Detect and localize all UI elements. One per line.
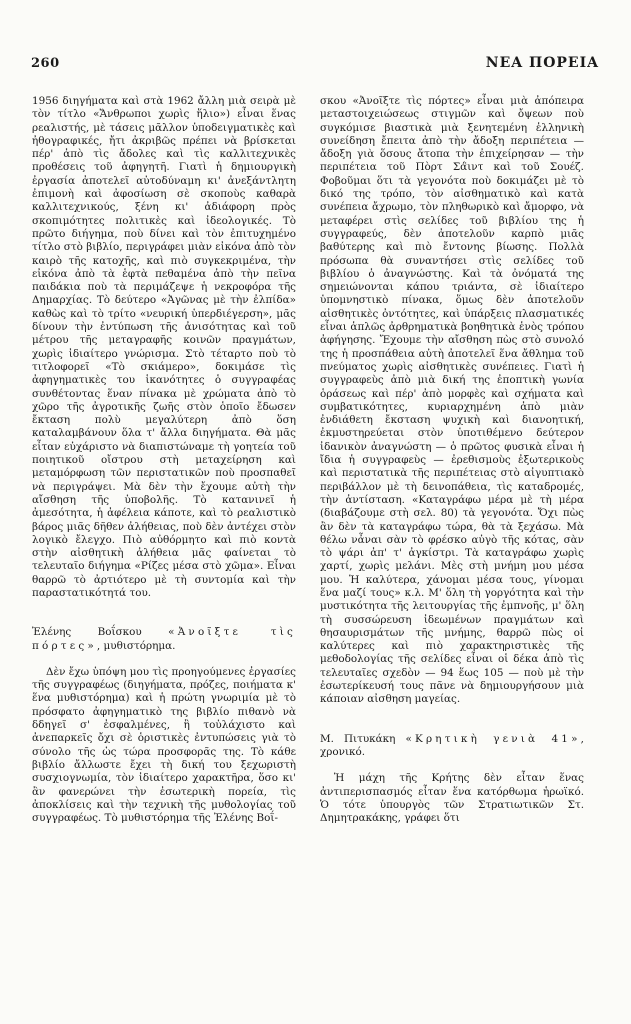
review-paragraph: σκου «Ἀνοῖξτε τὶς πόρτες» εἶναι μιὰ ἀπόπειρα μεταστοιχειώσεως στιγμῶν καὶ ὄψεων ποὺ συγκόμισε βιαστικὰ μιὰ ξενητεμένη ἑλληνικὴ συνείδηση ἔπειτα ἀπὸ τὴν ἄδοξη περιπέτεια — ἄδοξη γιὰ ὅσους ἄτοπα τὴν ἐπιχείρησαν — τὴν περιπέτεια τοῦ Πὸρτ Σά̈ιντ καὶ τοῦ Σουέζ. Φοβοῦμαι ὅτι τὰ γεγονότα ποὺ δοκιμάζει μὲ τὸ δικό της τρόπο, τὸν αἰσθηματικὸ καὶ κατὰ συνέπεια ἄχρωμο, τὸν πληθωρικὸ καὶ ἄμορφο, νὰ μεταφέρει στὶς σελίδες τοῦ βιβλίου της ἡ συγγραφεύς, δὲν ἀποτελοῦν καρπὸ μιᾶς βαθύτερης καὶ πιὸ ἔντονης βίωσης. Πολλὰ πρόσωπα θὰ συναντήσει στὶς σελίδες τοῦ βιβλίου ὁ ἀναγνώστης. Καὶ τὰ ὀνόματά της σημειώνονται κάπου τριάντα, σὲ ἰδιαίτερο ὑπομνηστικὸ πίνακα, ὅμως δὲν ἀποτελοῦν αἰσθητικὲς ὀντότητες, καὶ ὑπάρξεις πλασματικές εἶναι ἁπλῶς ἀρθρηματικὰ βοηθητικὰ ἑνὸς τρόπου ἀφήγησης. Ἔχουμε τὴν αἴσθηση πὼς στὸ συνολό της ἡ προσπάθεια αὐτὴ ἀποτελεῖ ἕνα ἄθλημα τοῦ πνεύματος χωρὶς αἰσθητικὲς συνέπειες. Γιατὶ ἡ συγγραφεὺς ἀπὸ μιὰ δική της ἐποπτικὴ γωνία ὁράσεως καὶ πέρ' ἀπὸ μορφὲς καὶ σχήματα καὶ συμβατικότητες, κυριαρχημένη ἀπὸ μιὰν ἐνδιάθετη ἔκσταση ψυχικὴ καὶ διανοητική, ἐκμυστηρεύεται στὸν ὑποτιθέμενο δεύτερον ἰδανικὸν ἀναγνώστη — ὁ πρῶτος φυσικὰ εἶναι ἡ ἴδια ἡ συγγραφεὺς — ἐρεθισμοὺς ἐξωτερικοὺς καὶ περιστατικὰ τῆς περιπέτειας στὸ αἰγυπτιακὸ περιβάλλον μὲ τὴ δεινοπάθεια, τὶς καταδρομές, τὴν ἀντίσταση. «Καταγράφω μέρα μὲ τὴ μέρα (διαβάζουμε στὴ σελ. 80) τὰ γεγονότα. Ὄχι πὼς ἂν δὲν τὰ καταγράφω τώρα, θὰ τὰ ξεχάσω. Μὰ θέλω νἆναι σὰν τὸ φρέσκο αὐγὸ τῆς κότας, σὰν τὸ ψάρι ἀπ' τ' ἀγκίστρι. Τὰ καταγράφω χωρὶς χαρτί, χωρὶς μελάνι. Μὲς στὴ μνήμη μου μέσα μου. Ἡ καλύτερα, χάνομαι μέσα τους, γίνομαι ἕνα μαζί τους» κ.λ. Μ' ὅλη τὴ γοργότητα καὶ τὴν μυστικότητα τῆς λειτουργίας τῆς ἐμπνοῆς, μ' ὅλη τὴ συσσώρευση ἰδεωμένων πραγμάτων καὶ θησαυρισμάτων τῆς μνήμης, θαρρῶ πὼς οἱ καλύτερες καὶ πιὸ χαρακτηριστικὲς τῆς μεθοδολογίας τῆς σελίδες εἶναι οἱ δέκα ἀπὸ τὶς τελευταῖες σχεδὸν — 94 ἕως 105 — ποὺ μὲ τὴν ἐσωτερίκευσή τους πᾶνε νὰ δημιουργήσουν μιὰ κάποιαν αἰσθηση μαγείας. xyxy=(320,95,584,706)
review-paragraph: Ἡ μάχη τῆς Κρήτης δὲν εἶταν ἕνας ἀντιπερισπασμός εἶταν ἕνα κατόρθωμα ἡρωϊκό. Ὁ τότε ὑπουργὸς τῶν Στρατιωτικῶν Στ. Δημητρακάκης, γράφει ὅτι xyxy=(320,772,584,825)
review-book-title: «Ἀνοῖξτε τὶς πόρτες» xyxy=(32,626,296,652)
review-genre: , χρονικό. xyxy=(320,732,584,758)
review-author: Μ. Πιτυκάκη xyxy=(320,732,396,745)
page-number: 260 xyxy=(31,56,60,71)
right-column xyxy=(320,95,584,825)
review-heading xyxy=(320,733,584,760)
review-book-title: «Κρητικὴ γενιὰ 41» xyxy=(405,732,581,745)
left-column xyxy=(32,95,296,825)
review-heading xyxy=(32,626,296,653)
review-genre: , μυθιστόρημα. xyxy=(96,639,176,652)
review-paragraph: 1956 διηγήματα καὶ στὰ 1962 ἄλλη μιὰ σειρὰ μὲ τὸν τίτλο «Ἄνθρωποι χωρὶς ἥλιο») εἶναι ἕνας ρεαλιστής, μὲ τάσεις μᾶλλον ὑποδειγματικὲς καὶ ἠθογραφικές, ἤτι ἀκριβῶς πρέπει νὰ βρίσκεται πέρ' ἀπὸ τὶς ἄδολες καὶ τὶς καλλιτεχνικὲς προθέσεις τοῦ ἀφηγητῆ. Γιατὶ ἡ δημιουργικὴ ἐργασία ἀποτελεῖ αὐτοδύναμη κι' ἀνεξάντλητη ἐπιμονὴ καὶ ἀφοσίωση σὲ σκοποὺς καθαρὰ καλλιτεχνικούς, ξένη κι' ἀδιάφορη πρὸς σκοπιμότητες πολιτικὲς καὶ ἰδεολογικές. Τὸ πρῶτο διήγημα, ποὺ δίνει καὶ τὸν ἐπιτυχημένο τίτλο στὸ βιβλίο, περιγράφει μιὰν εἰκόνα ἀπὸ τὸν καιρὸ τῆς κατοχῆς, καὶ πιὸ συγκεκριμένα, τὴν εἰκόνα ἀπὸ τὰ ἑφτὰ πεθαμένα ἀπὸ τὴν πεῖνα παιδάκια ποὺ τὰ περιμάζεψε ἡ νεκροφόρα τῆς Δημαρχίας. Τὸ δεύτερο «Ἀγῶνας μὲ τὴν ἐλπίδα» καθὼς καὶ τὸ τρίτο «νευρική ὑπερδιέγερση», μᾶς δίνουν τὴν ἐντύπωση τῆς ἀνισότητας καὶ τοῦ μέτρου τῆς μεταγραφῆς κοινῶν πραγμάτων, χωρὶς ἰδιαίτερο γνώρισμα. Στὸ τέταρτο ποὺ τὸ τιτλοφορεῖ «Τὸ σκιάμερο», δοκιμάσε τὶς ἀφηγηματικὲς του ἱκανότητες ὁ συγγραφέας συνθέτοντας ἕναν πίνακα μὲ χρώματα ἀπὸ τὸ χῶρο τῆς ἀγροτικῆς ζωῆς στὸν ὁποῖο ἔδωσεν ἔκταση πολὺ μεγαλύτερη ἀπὸ ὅση καταλαμβάνουν ὅλα τ' ἄλλα διηγήματα. Θὰ μᾶς εἶταν εὐχάριστο νὰ διαπιστώναμε τὴ γοητεία τοῦ ποιητικοῦ οἴστρου στὴ μεταχείρηση καὶ μεταμόρφωση τῶν περιστατικῶν ποὺ προσπαθεῖ νὰ περιγράψει. Μὰ δὲν τὴν ἔχουμε αὐτὴ τὴν αἴσθηση τῆς ὑποβολῆς. Τὸ κατανινεῖ ἡ ἀμεσότητα, ἡ ἀφέλεια κάποτε, καὶ τὸ ρεαλιστικὸ βάρος μιᾶς δῆθεν ἀλήθειας, ποὺ δὲν ἀντέχει στὸν λογικὸ ἔλεγχο. Πιὸ αὐθόρμητο καὶ πιὸ κοντὰ στὴν αἰσθητικὴ ἀλήθεια μᾶς φαίνεται τὸ τελευταῖο διήγημα «Ρίζες μέσα στὸ χῶμα». Εἶναι θαρρῶ τὸ ἀρτιότερο μὲ τὴ συντομία καὶ τὴν παραστατικότητά του. xyxy=(32,95,296,599)
review-paragraph: Δὲν ἔχω ὑπόψη μου τὶς προηγούμενες ἐργασίες τῆς συγγραφέως (διηγήματα, πρόζες, ποιήματα κ' ἕνα μυθιστόρημα) καὶ ἡ πρώτη γνωριμία μὲ τὸ πρόσφατο ἀφηγηματικὸ της βιβλίο πιθανὸ νὰ δδηγεῖ σ' ἐσφαλμένες, ἢ τοὐλάχιστο καὶ ἀνεπαρκεῖς ὄχι σὲ ὁριστικὲς ἐντυπώσεις γιὰ τὸ σύνολο τῆς ὡς τώρα προσφορᾶς της. Τὸ κάθε βιβλίο ἄλλωστε ἔχει τὴ δική του ξεχωριστὴ συσχιογνωμία, τὸν ἰδιαίτερο χαρακτῆρα, ὅσο κι' ἂν φανερώνει τὴν ἐσωτερικὴ πορεία, τὶς ἀποκλίσεις καὶ τὴν τεχνικὴ τῆς μυθολογίας τοῦ συγγραφέως. Τὸ μυθιστόρημα τῆς Ἐλένης Βοΐ- xyxy=(32,665,296,825)
journal-title: ΝΕΑ ΠΟΡΕΙΑ xyxy=(485,55,599,71)
review-author: Ἐλένης Βοΐσκου xyxy=(32,626,142,639)
